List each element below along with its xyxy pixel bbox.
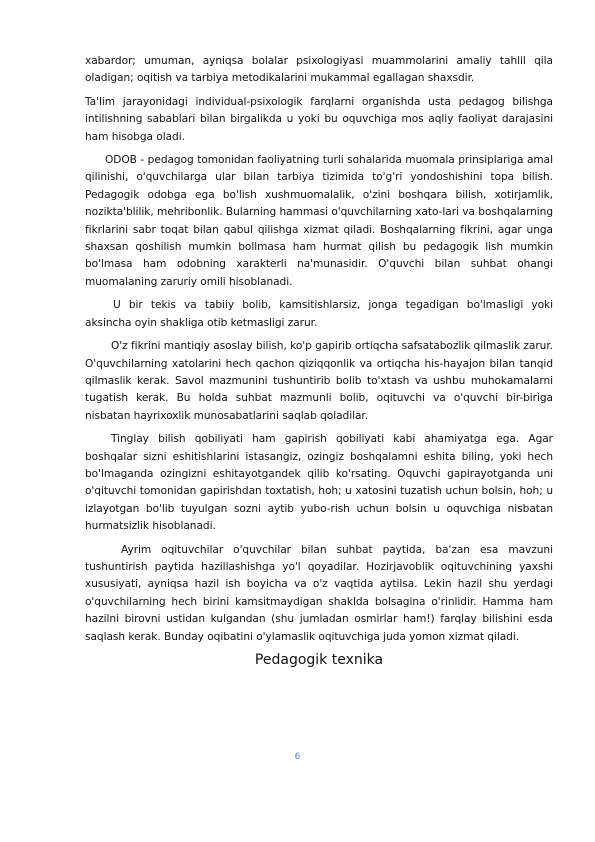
document-body — [85, 53, 553, 670]
paragraph-ayrim: Ayrim oqituvchilar o'quvchilar bilan suhbat paytida, ba'zan esa mavzuni tushuntirish paytida hazillashishga yo'l qoyadilar. Hozirjavoblik oqituvchining yaxshi xususiyati, ayniqsa hazil ish boyicha va o'z vaqtida aytilsa. Lekin hazil shu yerdagi o'quvchilarning hech birini kamsitmaydigan shaklda bolsagina o'rinlidir. Hamma ham hazilni birovni ustidan kulgandan (shu jumladan osmirlar ham!) farqlay bilishini esda saqlash kerak. Bunday oqibatini o'ylamaslik oqituvchiga juda yomon xizmat qiladi. — [85, 543, 553, 643]
page-number: 6 — [294, 752, 301, 762]
paragraph-4: U bir tekis va tabiiy bolib, kamsitishlarsiz, jonga tegadigan bo'lmasligi yoki aksincha oyin shakliga otib ketmasligi zarur. — [85, 299, 553, 329]
paragraph-5: O'z fikrini mantiqiy asoslay bilish, ko'p gapirib ortiqcha safsatabozlik qilmaslik zarur. O'quvchilarning xatolarini hech qachon qiziqqonlik va ortiqcha his-hayajon bilan tanqid qilmaslik kerak. Savol mazmunini tushuntirib bolib to'xtash va ushbu muhokamalarni tugatish kerak. Bu holda suhbat mazmunli bolib, oqituvchi va o'quvchi bir-biriga nisbatan hayrixoxlik munosabatlarini saqlab qoladilar. — [85, 340, 553, 422]
section-heading: Pedagogik texnika — [254, 652, 384, 668]
paragraph-tinglay: Tinglay bilish qobiliyati ham gapirish qobiliyati kabi ahamiyatga ega. Agar boshqalar sizni eshitishlarini istasangiz, ozingiz boshqalamni eshita biling, yoki hech bo'lmaganda ozingizni eshitayotgandek qilib ko'rsating. Oquvchi gapirayotganda uni o'qituvchi tomonidan gapirishdan toxtatish, hoh; u xatosini tuzatish uchun bolsin, hoh; u izlayotgan bo'lib tuyulgan sozni aytib yubo-rish uchun bolsin u oquvchiga nisbatan hurmatsizlik hisoblanadi. — [85, 433, 553, 533]
paragraph-2: Ta'lim jarayonidagi individual-psixologik farqlarni organishda usta pedagog bilishga intilishning sabablari bilan birgalikda u yoki bu oquvchiga mos aqliy faoliyat darajasini ham hisobga oladi. — [85, 95, 553, 143]
paragraph-odob: ODOB - pedagog tomonidan faoliyatning turli sohalarida muomala prinsiplariga amal qilinishi, o'quvchilarga ular bilan tarbiya tizimida to'g'ri yondoshishini topa bilish. Pedagogik odobga ega bo'lish xushmuomalalik, o'zini boshqara bilish, xotirjamlik, nozikta'blilik, mehribonlik. Bularning hammasi o'quvchilarning xato-lari va boshqalarning fikrlarini sabr toqat bilan qabul qilishga xizmat qiladi. Boshqalarning fikrini, agar unga shaxsan qoshilish mumkin bollmasa ham hurmat qilish bu pedagogik lish mumkin bo'lmasa ham odobning xarakterli na'munasidir. O'quvchi bilan suhbat ohangi muomalaning zaruriy omili hisoblanadi. — [85, 154, 553, 288]
paragraph-1: xabardor; umuman, ayniqsa bolalar psixologiyasi muammolarini amaliy tahlil qila oladigan; oqitish va tarbiya metodikalarini mukammal egallagan shaxsdir. — [85, 55, 553, 85]
